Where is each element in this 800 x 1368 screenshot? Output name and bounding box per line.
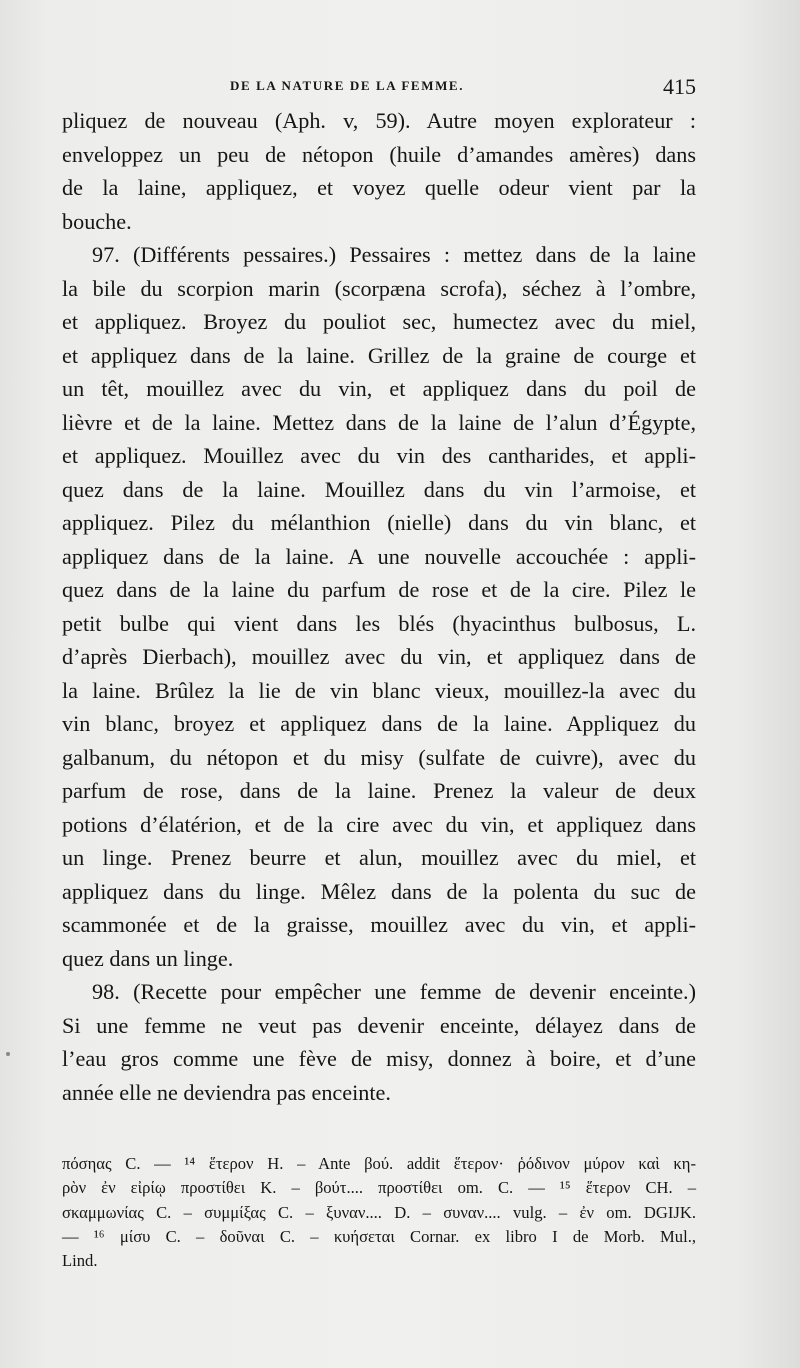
text-line: quez dans de la laine. Mouillez dans du vin l’armoise, et [62, 476, 696, 502]
text-line: année elle ne deviendra pas enceinte. [62, 1079, 391, 1105]
text-line: appliquez. Pilez du mélanthion (nielle) dans du vin blanc, et [62, 510, 696, 535]
text-line: la laine. Brûlez la lie de vin blanc vieux, mouillez-la avec du [62, 677, 696, 703]
body-text [62, 104, 696, 1109]
running-title: DE LA NATURE DE LA FEMME. [230, 78, 465, 93]
text-line: l’eau gros comme une fève de misy, donnez à boire, et d’une [62, 1046, 696, 1071]
text-line: vin blanc, broyez et appliquez dans de la laine. Appliquez du [62, 711, 696, 736]
text-line: et appliquez dans de la laine. Grillez de la graine de courge et [62, 342, 696, 368]
text-line: lièvre et de la laine. Mettez dans de la laine de l’alun d’Égypte, [62, 409, 696, 435]
text-line: petit bulbe qui vient dans les blés (hyacinthus bulbosus, L. [62, 610, 696, 636]
text-line: potions d’élatérion, et de la cire avec du vin, et appliquez dans [62, 811, 696, 837]
text-line: un têt, mouillez avec du vin, et appliquez dans du poil de [62, 376, 696, 401]
text-line: quez dans de la laine du parfum de rose et de la cire. Pilez le [62, 577, 696, 602]
text-line: pliquez de nouveau (Aph. v, 59). Autre moyen explorateur : [62, 108, 696, 133]
text-line: appliquez dans de la laine. A une nouvelle accouchée : appli- [62, 543, 696, 569]
text-line: quez dans un linge. [62, 945, 234, 971]
footnote-line: πόσηας C. — ¹⁴ ἕτερον H. – Ante βού. addit ἕτερον· ῥόδινον μύρον καὶ κη- [62, 1154, 696, 1173]
text-line: un linge. Prenez beurre et alun, mouillez avec du miel, et [62, 845, 696, 870]
paragraph-97-start: 97. (Différents pessaires.) Pessaires : mettez dans de la laine [92, 242, 696, 267]
text-line: et appliquez. Broyez du pouliot sec, humectez avec du miel, [62, 309, 696, 334]
text-line: de la laine, appliquez, et voyez quelle odeur vient par la [62, 175, 696, 200]
text-line: parfum de rose, dans de la laine. Prenez la valeur de deux [62, 778, 696, 803]
text-line: appliquez dans du linge. Mêlez dans de la polenta du suc de [62, 878, 696, 904]
footnote-line: — ¹⁶ μίσυ C. – δοῦναι C. – κυήσεται Cornar. ex libro I de Morb. Mul., [62, 1226, 696, 1246]
page-number: 415 [663, 74, 696, 99]
text-line: bouche. [62, 208, 132, 234]
text-line: enveloppez un peu de nétopon (huile d’amandes amères) dans [62, 141, 696, 167]
text-line: scammonée et de la graisse, mouillez avec du vin, et appli- [62, 912, 696, 937]
text-line: d’après Dierbach), mouillez avec du vin, et appliquez dans de [62, 644, 696, 669]
margin-speck [6, 1052, 10, 1056]
text-line: et appliquez. Mouillez avec du vin des cantharides, et appli- [62, 443, 696, 468]
footnotes [62, 1152, 696, 1273]
text-line: galbanum, du nétopon et du misy (sulfate de cuivre), avec du [62, 744, 696, 770]
text-line: la bile du scorpion marin (scorpæna scrofa), séchez à l’ombre, [62, 275, 696, 301]
footnote-line: σκαμμωνίας C. – συμμίξας C. – ξυναν.... D. – συναν.... vulg. – ἐν om. DGIJK. [62, 1202, 696, 1222]
footnote-line: ρὸν ἐν εἰρίῳ προστίθει K. – βούτ.... προστίθει om. C. — ¹⁵ ἕτερον CH. – [62, 1178, 696, 1198]
paragraph-98-start: 98. (Recette pour empêcher une femme de devenir enceinte.) [92, 979, 696, 1004]
running-head [62, 74, 696, 104]
text-line: Si une femme ne veut pas devenir enceinte, délayez dans de [62, 1012, 696, 1038]
footnote-line: Lind. [62, 1251, 98, 1271]
